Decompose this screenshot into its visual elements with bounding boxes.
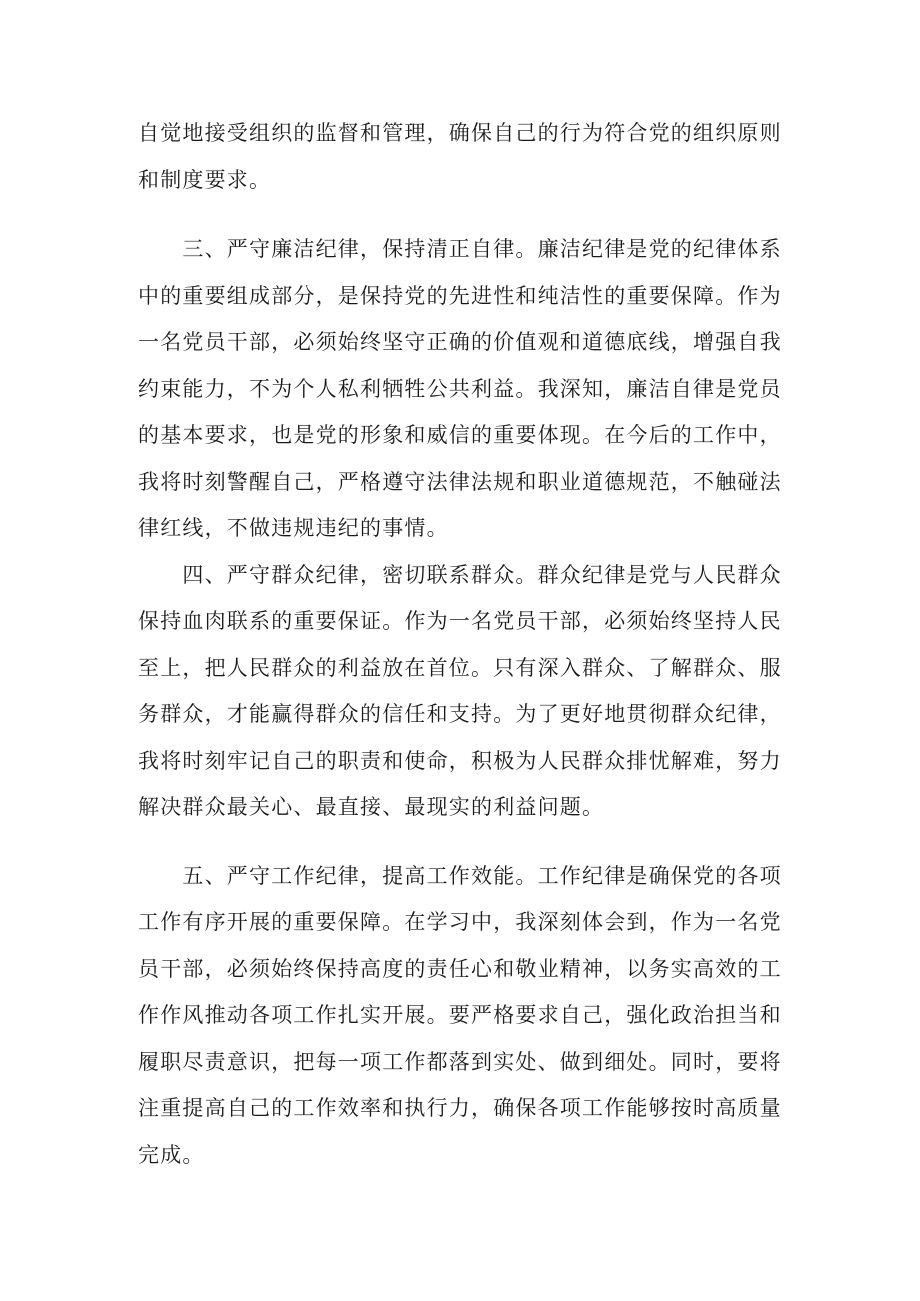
text-line: 员干部，必须始终保持高度的责任心和敬业精神，以务实高效的工 xyxy=(138,957,782,981)
text-line: 注重提高自己的工作效率和执行力，确保各项工作能够按时高质量 xyxy=(138,1096,782,1120)
text-line: 四、严守群众纪律，密切联系群众。群众纪律是党与人民群众 xyxy=(138,563,782,587)
text-line: 我将时刻警醒自己，严格遵守法律法规和职业道德规范，不触碰法 xyxy=(138,470,782,494)
text-line: 的基本要求，也是党的形象和威信的重要体现。在今后的工作中， xyxy=(138,423,782,447)
text-line: 一名党员干部，必须始终坚守正确的价值观和道德底线，增强自我 xyxy=(138,330,782,354)
text-line: 作作风推动各项工作扎实开展。要严格要求自己，强化政治担当和 xyxy=(138,1003,782,1027)
text-line: 约束能力，不为个人私利牺牲公共利益。我深知，廉洁自律是党员 xyxy=(138,377,782,401)
text-line: 三、严守廉洁纪律，保持清正自律。廉洁纪律是党的纪律体系 xyxy=(138,237,782,261)
text-line: 和制度要求。 xyxy=(138,168,272,192)
text-line: 至上，把人民群众的利益放在首位。只有深入群众、了解群众、服 xyxy=(138,656,782,680)
text-line: 五、严守工作纪律，提高工作效能。工作纪律是确保党的各项 xyxy=(138,864,782,888)
text-line: 中的重要组成部分，是保持党的先进性和纯洁性的重要保障。作为 xyxy=(138,284,782,308)
text-line: 我将时刻牢记自己的职责和使命，积极为人民群众排忧解难，努力 xyxy=(138,749,782,773)
text-line: 律红线，不做违规违纪的事情。 xyxy=(138,516,449,540)
text-line: 履职尽责意识，把每一项工作都落到实处、做到细处。同时，要将 xyxy=(138,1050,782,1074)
text-line: 工作有序开展的重要保障。在学习中，我深刻体会到，作为一名党 xyxy=(138,910,782,934)
text-line: 自觉地接受组织的监督和管理，确保自己的行为符合党的组织原则 xyxy=(138,121,782,145)
text-line: 解决群众最关心、最直接、最现实的利益问题。 xyxy=(138,795,605,819)
text-line: 务群众，才能赢得群众的信任和支持。为了更好地贯彻群众纪律， xyxy=(138,702,782,726)
text-line: 保持血肉联系的重要保证。作为一名党员干部，必须始终坚持人民 xyxy=(138,609,782,633)
text-line: 完成。 xyxy=(138,1143,205,1167)
